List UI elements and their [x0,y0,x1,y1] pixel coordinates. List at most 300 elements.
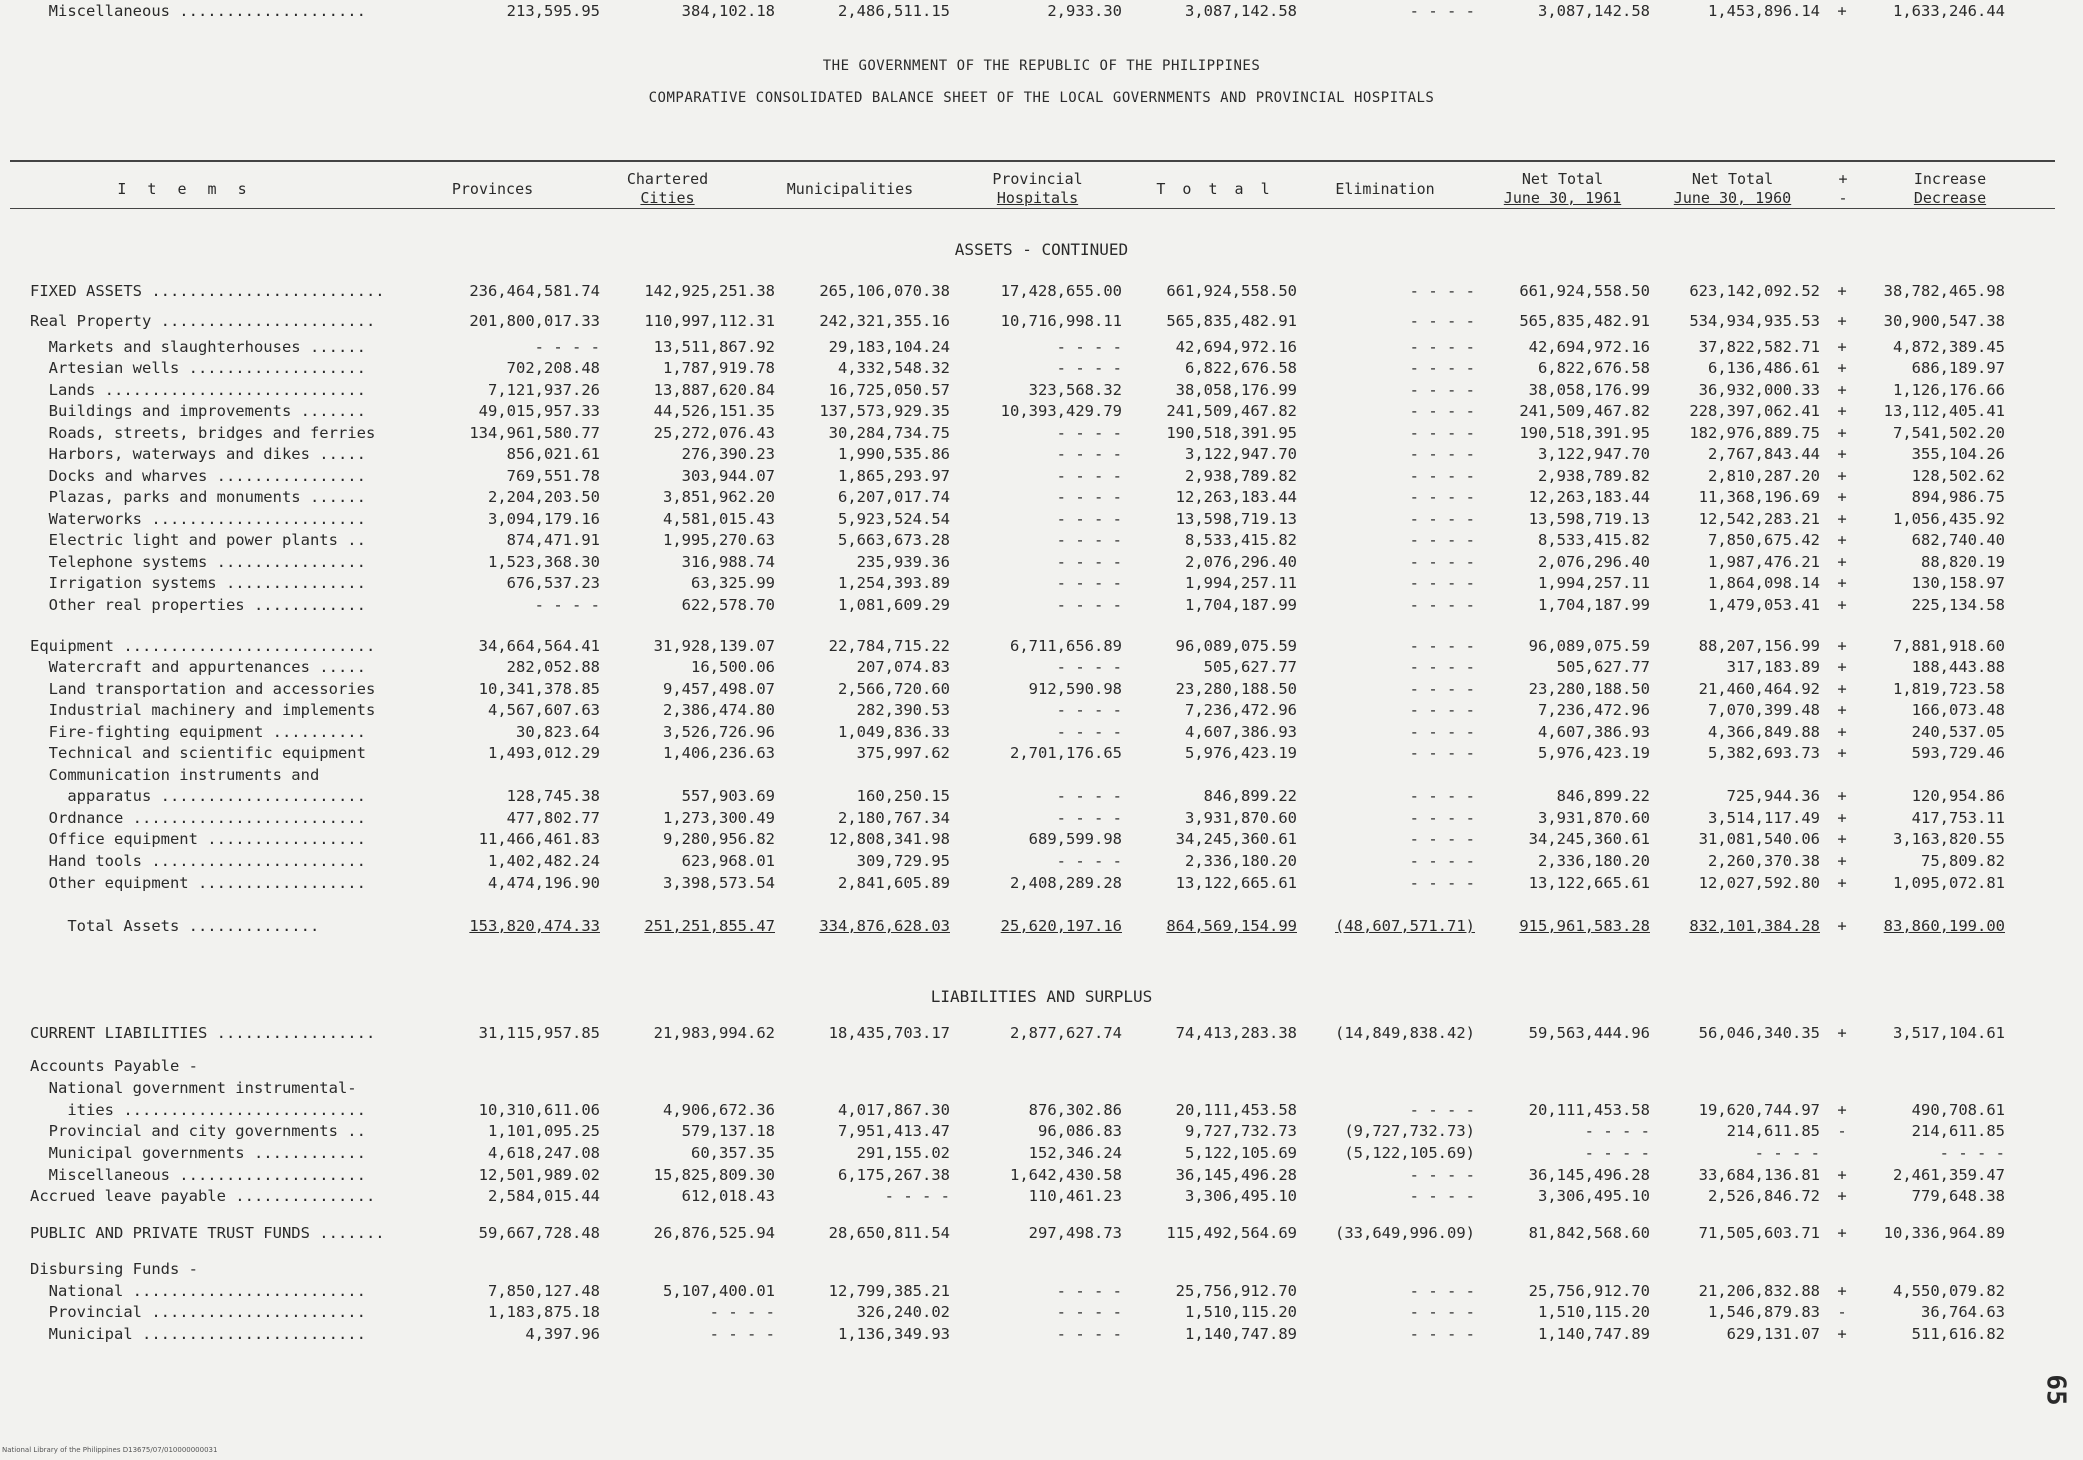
cell-municipalities: 22,784,715.22 [828,637,950,655]
cell-provinces: 1,493,012.29 [488,744,600,762]
cell-provincial-hosp: 912,590.98 [1028,680,1122,698]
row-label: Real Property ....................... [30,312,376,330]
cell-net-total-1961: 915,961,583.28 [1519,917,1650,935]
row-label: Accrued leave payable ............... [30,1187,376,1205]
cell-net-total-1961: 42,694,972.16 [1528,338,1650,356]
row-label: Total Assets .............. [30,917,320,935]
row-label: Artesian wells ................... [30,359,366,377]
cell-provincial-hosp: - - - - [1056,596,1122,614]
cell-municipalities: 207,074.83 [856,658,950,676]
row-label: Communication instruments and [30,766,320,784]
cell-net-total-1961: 3,306,495.10 [1538,1187,1650,1205]
table-row [0,1280,2083,1302]
cell-provincial-hosp: 17,428,655.00 [1000,282,1122,300]
cell-provincial-hosp: 6,711,656.89 [1010,637,1122,655]
cell-total: 6,822,676.58 [1185,359,1297,377]
cell-total: 1,140,747.89 [1185,1325,1297,1343]
row-label: Other equipment .................. [30,874,366,892]
cell-total: 1,510,115.20 [1185,1303,1297,1321]
row-label: Municipal governments ............ [30,1144,366,1162]
cell-provincial-hosp: - - - - [1056,809,1122,827]
cell-provincial-hosp: - - - - [1056,445,1122,463]
cell-municipalities: 291,155.02 [856,1144,950,1162]
row-label: Watercraft and appurtenances ..... [30,658,366,676]
cell-net-total-1960: 1,453,896.14 [1708,2,1820,20]
cell-chartered-cities: 26,876,525.94 [653,1224,775,1242]
cell-increase-decrease: 88,820.19 [1921,553,2005,571]
row-label: Equipment ........................... [30,637,376,655]
cell-increase-decrease: 894,986.75 [1911,488,2005,506]
cell-elimination: - - - - [1409,1325,1475,1343]
cell-sign: + [1837,445,1847,463]
header-chartered-line2: Cities [640,189,695,207]
row-label: PUBLIC AND PRIVATE TRUST FUNDS ....... [30,1224,385,1242]
cell-provinces: 1,183,875.18 [488,1303,600,1321]
cell-total: 115,492,564.69 [1166,1224,1297,1242]
cell-elimination: - - - - [1409,312,1475,330]
cell-net-total-1961: 3,931,870.60 [1538,809,1650,827]
cell-municipalities: 29,183,104.24 [828,338,950,356]
cell-net-total-1960: 534,934,935.53 [1689,312,1820,330]
cell-total: 2,938,789.82 [1185,467,1297,485]
table-row [0,336,2083,358]
row-label: Hand tools ....................... [30,852,366,870]
cell-increase-decrease: 490,708.61 [1911,1101,2005,1119]
cell-elimination: (33,649,996.09) [1335,1224,1475,1242]
cell-net-total-1960: 12,542,283.21 [1698,510,1820,528]
table-row [0,379,2083,401]
cell-net-total-1961: 241,509,467.82 [1519,402,1650,420]
cell-provincial-hosp: - - - - [1056,723,1122,741]
cell-provinces: 3,094,179.16 [488,510,600,528]
row-label: Docks and wharves ................ [30,467,366,485]
cell-net-total-1960: 36,932,000.33 [1698,381,1820,399]
table-row [0,1120,2083,1142]
cell-elimination: - - - - [1409,424,1475,442]
cell-total: 4,607,386.93 [1185,723,1297,741]
header-sign-minus: - [1838,189,1848,207]
cell-provincial-hosp: 323,568.32 [1028,381,1122,399]
header-items: I t e m s [117,180,253,198]
row-label: FIXED ASSETS ......................... [30,282,385,300]
cell-elimination: - - - - [1409,830,1475,848]
cell-total: 23,280,188.50 [1175,680,1297,698]
cell-net-total-1960: 629,131.07 [1726,1325,1820,1343]
cell-total: 13,122,665.61 [1175,874,1297,892]
cell-total: 3,122,947.70 [1185,445,1297,463]
cell-chartered-cities: 612,018.43 [681,1187,775,1205]
cell-net-total-1961: 8,533,415.82 [1538,531,1650,549]
table-row [0,508,2083,530]
cell-chartered-cities: 251,251,855.47 [644,917,775,935]
cell-elimination: (9,727,732.73) [1344,1122,1475,1140]
cell-increase-decrease: 83,860,199.00 [1883,917,2005,935]
cell-chartered-cities: 13,887,620.84 [653,381,775,399]
cell-net-total-1961: 12,263,183.44 [1528,488,1650,506]
row-label: Irrigation systems ............... [30,574,366,592]
row-label: apparatus ...................... [30,787,366,805]
cell-sign: + [1837,424,1847,442]
cell-increase-decrease: - - - - [1939,1144,2005,1162]
cell-municipalities: 4,332,548.32 [838,359,950,377]
cell-chartered-cities: 4,581,015.43 [663,510,775,528]
table-row [0,764,2083,786]
cell-elimination: - - - - [1409,1282,1475,1300]
cell-chartered-cities: 384,102.18 [681,2,775,20]
cell-chartered-cities: 579,137.18 [681,1122,775,1140]
cell-provincial-hosp: 2,933.30 [1047,2,1122,20]
cell-provincial-hosp: - - - - [1056,359,1122,377]
table-row [0,486,2083,508]
header-hospitals-line2: Hospitals [996,189,1079,207]
cell-total: 2,076,296.40 [1185,553,1297,571]
cell-increase-decrease: 30,900,547.38 [1883,312,2005,330]
cell-elimination: - - - - [1409,402,1475,420]
cell-sign: + [1837,658,1847,676]
cell-provinces: 4,567,607.63 [488,701,600,719]
cell-provincial-hosp: 96,086.83 [1038,1122,1122,1140]
row-label: Plazas, parks and monuments ...... [30,488,366,506]
cell-total: 96,089,075.59 [1175,637,1297,655]
cell-sign: + [1837,282,1847,300]
cell-provinces: - - - - [534,338,600,356]
cell-elimination: - - - - [1409,723,1475,741]
cell-net-total-1960: 7,070,399.48 [1708,701,1820,719]
cell-increase-decrease: 36,764.63 [1921,1303,2005,1321]
cell-net-total-1960: 56,046,340.35 [1698,1024,1820,1042]
cell-provinces: 31,115,957.85 [478,1024,600,1042]
header-municipalities: Municipalities [786,180,914,198]
cell-chartered-cities: 60,357.35 [691,1144,775,1162]
table-row [0,1164,2083,1186]
cell-municipalities: 16,725,050.57 [828,381,950,399]
cell-municipalities: 6,175,267.38 [838,1166,950,1184]
cell-total: 864,569,154.99 [1166,917,1297,935]
row-label: Ordnance ......................... [30,809,366,827]
table-row [0,1077,2083,1099]
cell-chartered-cities: 21,983,994.62 [653,1024,775,1042]
report-title: THE GOVERNMENT OF THE REPUBLIC OF THE PHILIPPINES [822,58,1261,74]
cell-municipalities: 1,254,393.89 [838,574,950,592]
table-row [0,828,2083,850]
cell-provinces: 7,121,937.26 [488,381,600,399]
cell-net-total-1961: 1,140,747.89 [1538,1325,1650,1343]
cell-elimination: (48,607,571.71) [1335,917,1475,935]
cell-total: 7,236,472.96 [1185,701,1297,719]
header-net-1960-line2: June 30, 1960 [1673,189,1792,207]
table-row [0,785,2083,807]
cell-net-total-1961: 505,627.77 [1556,658,1650,676]
cell-total: 5,122,105.69 [1185,1144,1297,1162]
cell-increase-decrease: 4,872,389.45 [1893,338,2005,356]
cell-sign: + [1837,723,1847,741]
cell-chartered-cities: 9,280,956.82 [663,830,775,848]
cell-elimination: - - - - [1409,1101,1475,1119]
cell-sign: + [1837,809,1847,827]
table-row [0,1258,2083,1280]
cell-chartered-cities: 623,968.01 [681,852,775,870]
cell-sign: + [1837,1166,1847,1184]
cell-provinces: 282,052.88 [506,658,600,676]
cell-municipalities: 12,799,385.21 [828,1282,950,1300]
cell-municipalities: 1,136,349.93 [838,1325,950,1343]
cell-net-total-1960: 33,684,136.81 [1698,1166,1820,1184]
row-label: CURRENT LIABILITIES ................. [30,1024,376,1042]
cell-provincial-hosp: 2,408,289.28 [1010,874,1122,892]
table-row [0,699,2083,721]
cell-chartered-cities: 303,944.07 [681,467,775,485]
cell-net-total-1960: 19,620,744.97 [1698,1101,1820,1119]
cell-provincial-hosp: 876,302.86 [1028,1101,1122,1119]
cell-increase-decrease: 38,782,465.98 [1883,282,2005,300]
cell-net-total-1961: 23,280,188.50 [1528,680,1650,698]
table-row [0,529,2083,551]
cell-net-total-1960: 317,183.89 [1726,658,1820,676]
cell-increase-decrease: 120,954.86 [1911,787,2005,805]
cell-increase-decrease: 10,336,964.89 [1883,1224,2005,1242]
cell-elimination: - - - - [1409,2,1475,20]
cell-municipalities: 1,990,535.86 [838,445,950,463]
cell-provinces: 4,618,247.08 [488,1144,600,1162]
cell-net-total-1961: 190,518,391.95 [1519,424,1650,442]
row-label: Provincial and city governments .. [30,1122,366,1140]
cell-net-total-1961: 2,938,789.82 [1538,467,1650,485]
cell-municipalities: 30,284,734.75 [828,424,950,442]
cell-elimination: - - - - [1409,852,1475,870]
cell-increase-decrease: 682,740.40 [1911,531,2005,549]
cell-elimination: - - - - [1409,531,1475,549]
row-label: National government instrumental- [30,1079,357,1097]
cell-sign: - [1837,1122,1847,1140]
cell-total: 74,413,283.38 [1175,1024,1297,1042]
cell-provincial-hosp: - - - - [1056,1325,1122,1343]
header-chartered-line1: Chartered [626,170,709,188]
header-chartered [605,170,730,208]
cell-net-total-1960: 1,479,053.41 [1708,596,1820,614]
cell-sign: + [1837,312,1847,330]
cell-sign: + [1837,596,1847,614]
cell-provinces: 4,397.96 [525,1325,600,1343]
cell-chartered-cities: 63,325.99 [691,574,775,592]
cell-total: 3,306,495.10 [1185,1187,1297,1205]
cell-increase-decrease: 13,112,405.41 [1883,402,2005,420]
cell-municipalities: 5,923,524.54 [838,510,950,528]
cell-elimination: - - - - [1409,282,1475,300]
cell-elimination: - - - - [1409,658,1475,676]
header-bottom-rule [10,208,2055,209]
cell-municipalities: 2,841,605.89 [838,874,950,892]
cell-sign: + [1837,359,1847,377]
cell-increase-decrease: 75,809.82 [1921,852,2005,870]
cell-elimination: (14,849,838.42) [1335,1024,1475,1042]
cell-net-total-1961: 25,756,912.70 [1528,1282,1650,1300]
cell-provincial-hosp: - - - - [1056,701,1122,719]
cell-chartered-cities: 5,107,400.01 [663,1282,775,1300]
table-row [0,594,2083,616]
cell-chartered-cities: 4,906,672.36 [663,1101,775,1119]
cell-elimination: - - - - [1409,1303,1475,1321]
cell-provincial-hosp: 25,620,197.16 [1000,917,1122,935]
header-sign [1833,170,1853,208]
cell-chartered-cities: 142,925,251.38 [644,282,775,300]
row-label: Waterworks ....................... [30,510,366,528]
cell-provincial-hosp: 152,346.24 [1028,1144,1122,1162]
cell-municipalities: 334,876,628.03 [819,917,950,935]
cell-municipalities: 18,435,703.17 [828,1024,950,1042]
cell-increase-decrease: 4,550,079.82 [1893,1282,2005,1300]
cell-net-total-1961: 846,899.22 [1556,787,1650,805]
cell-provinces: 769,551.78 [506,467,600,485]
row-label: Disbursing Funds - [30,1260,198,1278]
row-label: Buildings and improvements ....... [30,402,366,420]
cell-chartered-cities: 13,511,867.92 [653,338,775,356]
cell-net-total-1961: 565,835,482.91 [1519,312,1650,330]
cell-elimination: - - - - [1409,488,1475,506]
cell-provincial-hosp: 10,716,998.11 [1000,312,1122,330]
cell-sign: + [1837,488,1847,506]
cell-elimination: - - - - [1409,338,1475,356]
cell-total: 2,336,180.20 [1185,852,1297,870]
cell-sign: + [1837,852,1847,870]
cell-increase-decrease: 593,729.46 [1911,744,2005,762]
cell-net-total-1960: 6,136,486.61 [1708,359,1820,377]
cell-chartered-cities: 44,526,151.35 [653,402,775,420]
row-label: Electric light and power plants .. [30,531,366,549]
cell-municipalities: 242,321,355.16 [819,312,950,330]
cell-provinces: 1,402,482.24 [488,852,600,870]
row-label: Land transportation and accessories [30,680,376,698]
row-label: Lands ............................ [30,381,366,399]
cell-total: 3,087,142.58 [1185,2,1297,20]
cell-net-total-1960: 832,101,384.28 [1689,917,1820,935]
cell-provincial-hosp: - - - - [1056,787,1122,805]
cell-chartered-cities: 1,273,300.49 [663,809,775,827]
header-net-1961-line1: Net Total [1521,170,1604,188]
table-row [0,1022,2083,1044]
cell-sign: + [1837,680,1847,698]
cell-sign: + [1837,510,1847,528]
cell-chartered-cities: 15,825,809.30 [653,1166,775,1184]
cell-provinces: 153,820,474.33 [469,917,600,935]
cell-net-total-1960: 623,142,092.52 [1689,282,1820,300]
cell-elimination: - - - - [1409,467,1475,485]
row-label: Miscellaneous .................... [30,1166,366,1184]
table-row [0,443,2083,465]
cell-municipalities: - - - - [884,1187,950,1205]
cell-provincial-hosp: 110,461.23 [1028,1187,1122,1205]
cell-sign: + [1837,553,1847,571]
cell-provinces: 59,667,728.48 [478,1224,600,1242]
header-hospitals [975,170,1100,208]
cell-provincial-hosp: 1,642,430.58 [1010,1166,1122,1184]
cell-net-total-1960: 2,526,846.72 [1708,1187,1820,1205]
page-number: 65 [2040,1374,2071,1406]
cell-net-total-1960: 2,810,287.20 [1708,467,1820,485]
cell-total: 42,694,972.16 [1175,338,1297,356]
table-row [0,635,2083,657]
cell-net-total-1961: 38,058,176.99 [1528,381,1650,399]
cell-increase-decrease: 128,502.62 [1911,467,2005,485]
cell-provinces: 201,800,017.33 [469,312,600,330]
cell-total: 241,509,467.82 [1166,402,1297,420]
cell-elimination: - - - - [1409,874,1475,892]
cell-provincial-hosp: - - - - [1056,1303,1122,1321]
cell-increase-decrease: 1,819,723.58 [1893,680,2005,698]
cell-total: 25,756,912.70 [1175,1282,1297,1300]
table-row [0,422,2083,444]
cell-net-total-1961: 661,924,558.50 [1519,282,1650,300]
cell-increase-decrease: 417,753.11 [1911,809,2005,827]
section-liabilities-and-surplus: LIABILITIES AND SURPLUS [930,987,1153,1006]
cell-increase-decrease: 779,648.38 [1911,1187,2005,1205]
cell-net-total-1961: 3,122,947.70 [1538,445,1650,463]
cell-total: 505,627.77 [1203,658,1297,676]
cell-sign: - [1837,1303,1847,1321]
cell-increase-decrease: 686,189.97 [1911,359,2005,377]
header-top-rule [10,160,2055,162]
cell-net-total-1960: 88,207,156.99 [1698,637,1820,655]
cell-sign: + [1837,1224,1847,1242]
table-row [0,1055,2083,1077]
cell-net-total-1960: 37,822,582.71 [1698,338,1820,356]
row-label: ities .......................... [30,1101,366,1119]
cell-provinces: 213,595.95 [506,2,600,20]
cell-net-total-1961: 96,089,075.59 [1528,637,1650,655]
cell-elimination: - - - - [1409,510,1475,528]
cell-elimination: - - - - [1409,787,1475,805]
cell-chartered-cities: 2,386,474.80 [663,701,775,719]
section-assets-continued: ASSETS - CONTINUED [954,240,1129,259]
cell-provincial-hosp: 2,701,176.65 [1010,744,1122,762]
table-row [0,915,2083,937]
table-row [0,807,2083,829]
cell-municipalities: 2,180,767.34 [838,809,950,827]
cell-municipalities: 137,573,929.35 [819,402,950,420]
cell-provinces: 4,474,196.90 [488,874,600,892]
cell-net-total-1961: 5,976,423.19 [1538,744,1650,762]
cell-net-total-1961: 36,145,496.28 [1528,1166,1650,1184]
cell-net-total-1961: 59,563,444.96 [1528,1024,1650,1042]
table-row [0,280,2083,302]
cell-net-total-1960: - - - - [1754,1144,1820,1162]
table-row [0,1099,2083,1121]
cell-total: 1,994,257.11 [1185,574,1297,592]
cell-increase-decrease: 7,541,502.20 [1893,424,2005,442]
cell-total: 34,245,360.61 [1175,830,1297,848]
header-elimination: Elimination [1335,180,1435,198]
header-net-1960 [1660,170,1805,208]
header-hospitals-line1: Provincial [992,170,1083,188]
cell-provincial-hosp: 2,877,627.74 [1010,1024,1122,1042]
cell-municipalities: 309,729.95 [856,852,950,870]
row-label: Technical and scientific equipment [30,744,366,762]
cell-net-total-1961: 34,245,360.61 [1528,830,1650,848]
cell-chartered-cities: 3,526,726.96 [663,723,775,741]
cell-elimination: - - - - [1409,381,1475,399]
cell-provinces: 30,823.64 [516,723,600,741]
cell-municipalities: 326,240.02 [856,1303,950,1321]
table-row [0,850,2083,872]
cell-net-total-1960: 1,864,098.14 [1708,574,1820,592]
cell-net-total-1960: 3,514,117.49 [1708,809,1820,827]
cell-net-total-1961: 1,704,187.99 [1538,596,1650,614]
cell-municipalities: 28,650,811.54 [828,1224,950,1242]
cell-provinces: 10,341,378.85 [478,680,600,698]
cell-provinces: 702,208.48 [506,359,600,377]
cell-net-total-1960: 5,382,693.73 [1708,744,1820,762]
cell-municipalities: 235,939.36 [856,553,950,571]
cell-total: 9,727,732.73 [1185,1122,1297,1140]
